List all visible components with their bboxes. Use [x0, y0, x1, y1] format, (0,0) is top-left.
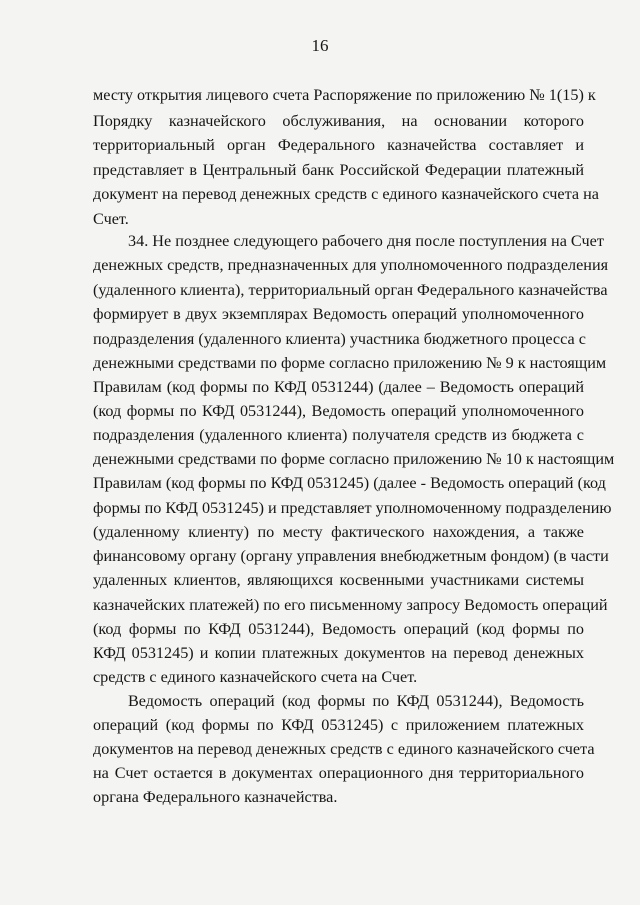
text-line: денежными средствами по форме согласно приложению № 10 к настоящим: [93, 450, 615, 468]
text-line: (код формы по КФД 0531244), Ведомость операций (код формы по: [93, 620, 584, 638]
text-line: (код формы по КФД 0531244), Ведомость операций уполномоченного: [93, 402, 584, 420]
text-line: подразделения (удаленного клиента) участника бюджетного процесса с: [93, 330, 586, 348]
text-line: (удаленного клиента), территориальный орган Федерального казначейства: [93, 281, 608, 299]
text-line: органа Федерального казначейства.: [93, 788, 338, 806]
paragraph-34-start: 34. Не позднее следующего рабочего дня после поступления на Счет: [128, 232, 604, 250]
page-number: 16: [311, 36, 329, 55]
text-line: финансовому органу (органу управления внебюджетным фондом) (в части: [93, 547, 609, 565]
text-line: (удаленному клиенту) по месту фактического нахождения, а также: [93, 523, 584, 541]
text-line: Правилам (код формы по КФД 0531245) (далее - Ведомость операций (код: [93, 474, 606, 492]
text-line: документов на перевод денежных средств с единого казначейского счета: [93, 740, 595, 758]
text-line: на Счет остается в документах операционного дня территориального: [93, 764, 584, 782]
text-line: Порядку казначейского обслуживания, на основании которого: [93, 112, 584, 130]
text-line: средств с единого казначейского счета на Счет.: [93, 668, 418, 686]
text-line: территориальный орган Федерального казначейства составляет и: [93, 136, 584, 154]
text-line: казначейских платежей) по его письменному запросу Ведомость операций: [93, 596, 608, 614]
text-line: КФД 0531245) и копии платежных документов на перевод денежных: [93, 644, 584, 662]
text-line: формирует в двух экземплярах Ведомость операций уполномоченного: [93, 305, 584, 323]
text-line: операций (код формы по КФД 0531245) с приложением платежных: [93, 716, 584, 734]
text-line: формы по КФД 0531245) и представляет уполномоченному подразделению: [93, 499, 612, 517]
text-line: денежными средствами по форме согласно приложению № 9 к настоящим: [93, 354, 607, 372]
text-line: удаленных клиентов, являющихся косвенными участниками системы: [93, 571, 584, 589]
text-line: месту открытия лицевого счета Распоряжение по приложению № 1(15) к: [93, 86, 596, 104]
text-line: подразделения (удаленного клиента) получателя средств из бюджета с: [93, 426, 584, 444]
text-line: Правилам (код формы по КФД 0531244) (далее – Ведомость операций: [93, 378, 584, 396]
paragraph-start: Ведомость операций (код формы по КФД 0531244), Ведомость: [128, 692, 584, 710]
text-line: Счет.: [93, 210, 129, 228]
text-line: денежных средств, предназначенных для уполномоченного подразделения: [93, 256, 609, 274]
text-line: документ на перевод денежных средств с единого казначейского счета на: [93, 185, 599, 203]
text-line: представляет в Центральный банк Российской Федерации платежный: [93, 161, 584, 179]
